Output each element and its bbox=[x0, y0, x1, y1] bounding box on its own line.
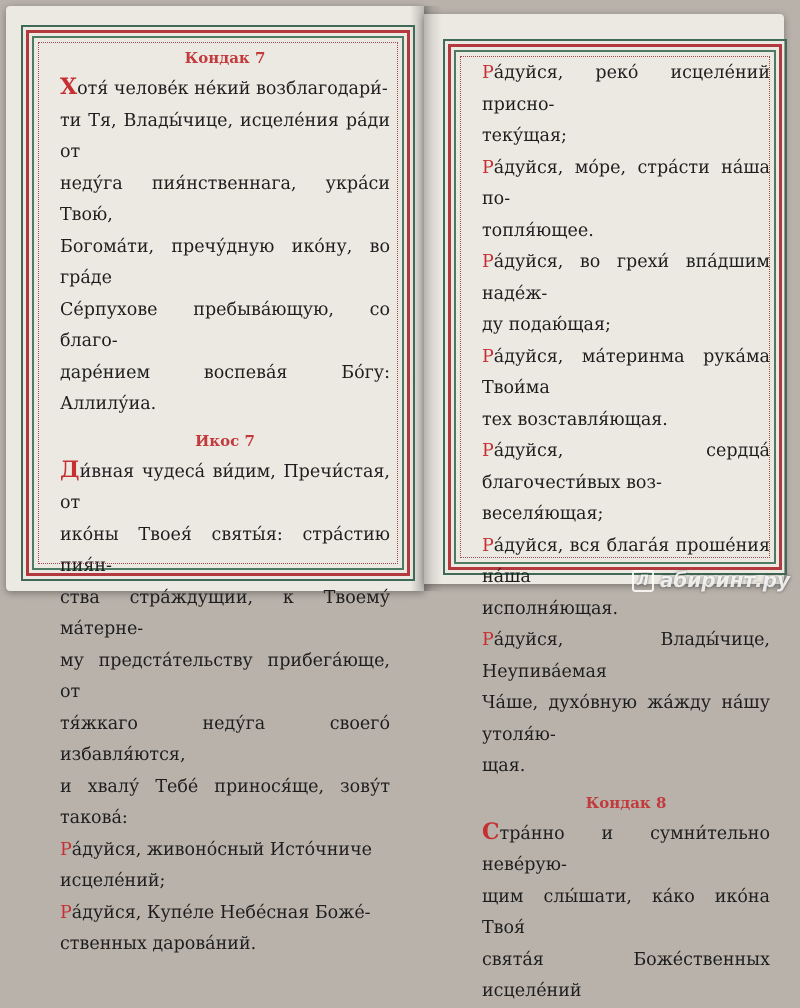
text-line: даре́нием воспева́я Бо́гу: Аллилу́иа. bbox=[60, 362, 390, 414]
kondak-8-heading: Кондак 8 bbox=[585, 793, 667, 812]
rejoice-initial: Р bbox=[60, 839, 72, 860]
labirint-logo-icon: Л bbox=[632, 570, 654, 592]
rejoice-initial: Р bbox=[482, 63, 494, 83]
text-line: топля́ющее. bbox=[482, 220, 594, 241]
text-line: Богома́ти, пречу́дную ико́ну, во гра́де bbox=[60, 236, 390, 288]
text-line: Ча́ше, духо́вную жа́жду на́шу утоля́ю- bbox=[482, 693, 770, 745]
kondak-7-initial: Х bbox=[60, 74, 78, 100]
book-gutter bbox=[410, 6, 442, 591]
ikos-7-heading: Икос 7 bbox=[195, 431, 255, 450]
text-line: теку́щая; bbox=[482, 126, 567, 146]
rejoice-line: Ра́дуйся, сердца́ благочести́вых воз- bbox=[482, 441, 770, 493]
text-line: тех возставля́ющая. bbox=[482, 409, 668, 430]
text-line: ико́ны Твоея́ святы́я: стра́стию пия́н- bbox=[60, 524, 390, 576]
text-line: и́вная чудеса́ ви́дим, Пречи́стая, от bbox=[60, 461, 390, 513]
text-line: Се́рпухове пребыва́ющую, со благо- bbox=[60, 299, 390, 351]
text-line: и хвалу́ Тебе́ принося́ще, зову́т такова́: bbox=[60, 776, 390, 828]
text-line: ственных дарова́ний. bbox=[60, 934, 257, 954]
text-line: ства стра́ждущии, к Твоему́ ма́терне- bbox=[60, 587, 390, 639]
rejoice-initial: Р bbox=[482, 630, 494, 650]
text-line: тра́нно и сумни́тельно неве́рую- bbox=[482, 823, 770, 875]
rejoice-initial: Р bbox=[482, 535, 494, 556]
rejoice-line: Ра́дуйся, ма́теринма рука́ма Твои́ма bbox=[482, 346, 770, 398]
rejoice-line: Ра́дуйся, вся блага́я проше́ния на́ша bbox=[482, 535, 770, 587]
text-line: ти Тя, Влады́чице, исцеле́ния ра́ди от bbox=[60, 110, 390, 162]
rejoice-initial: Р bbox=[482, 441, 494, 461]
ikos-7-initial: Д bbox=[60, 456, 80, 483]
text-line: свята́я Боже́ственных исцеле́ний bbox=[482, 949, 770, 1001]
rejoice-initial: Р bbox=[482, 252, 494, 272]
text-line: исполня́ющая. bbox=[482, 598, 619, 619]
rejoice-line: Ра́дуйся, Влады́чице, Неупива́емая bbox=[482, 630, 770, 682]
text-line: тя́жкаго неду́га своего́ избавля́ются, bbox=[60, 713, 390, 765]
rejoice-initial: Р bbox=[482, 157, 494, 178]
text-line: неду́га пия́нственнага, укра́си Твою́, bbox=[60, 173, 390, 225]
text-line: щая. bbox=[482, 756, 526, 776]
rejoice-initial: Р bbox=[482, 346, 494, 367]
text-line: исцеле́ний; bbox=[60, 871, 166, 891]
left-text-column bbox=[60, 44, 390, 961]
text-line: отя́ челове́к не́кий возблагодари́- bbox=[77, 79, 388, 99]
rejoice-line: Ра́дуйся, во грехи́ впа́дшим наде́ж- bbox=[482, 252, 770, 304]
rejoice-line: Ра́дуйся, живоно́сный Исто́чниче bbox=[60, 839, 372, 860]
text-line: му предста́тельству прибега́юще, от bbox=[60, 650, 390, 702]
rejoice-line: Ра́дуйся, реко́ исцеле́ний присно- bbox=[482, 63, 770, 115]
rejoice-verses bbox=[482, 58, 770, 783]
right-text-column bbox=[482, 58, 770, 1008]
kondak-8-initial: С bbox=[482, 818, 500, 845]
text-line: веселя́ющая; bbox=[482, 504, 604, 524]
watermark-text: абиринт.ру bbox=[659, 567, 790, 592]
labirint-watermark bbox=[632, 568, 790, 593]
kondak-8-text bbox=[482, 817, 770, 1008]
ikos-7-text bbox=[60, 455, 390, 961]
kondak-7-text bbox=[60, 72, 390, 421]
kondak-7-heading: Кондак 7 bbox=[184, 49, 266, 67]
rejoice-initial: Р bbox=[60, 902, 72, 923]
text-line: ду подаю́щая; bbox=[482, 315, 611, 335]
rejoice-line: Ра́дуйся, мо́ре, стра́сти на́ша по- bbox=[482, 157, 770, 209]
text-line: щим слы́шати, ка́ко ико́на Твоя́ bbox=[482, 886, 770, 938]
rejoice-line: Ра́дуйся, Купе́ле Небе́сная Боже́- bbox=[60, 902, 371, 923]
